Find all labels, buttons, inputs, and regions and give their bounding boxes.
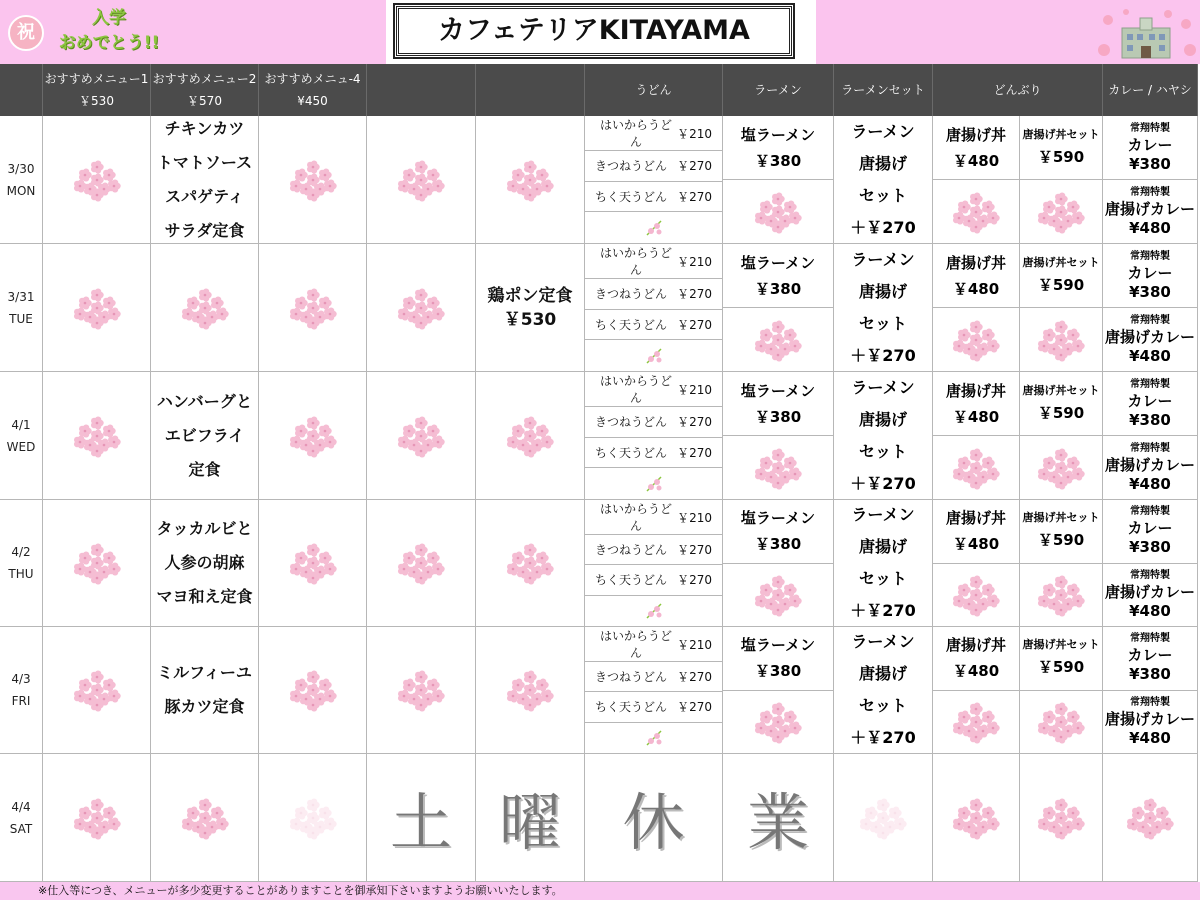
greeting-line-2: おめでとう!!: [58, 33, 160, 53]
col-header-ramen-set: ラーメンセット: [834, 64, 933, 116]
sakura-icon: [178, 281, 232, 335]
sakura-icon: [70, 153, 124, 207]
udon-cell: はいからうどん ￥210 きつねうどん ￥270 ちく天うどん ￥270: [585, 244, 723, 372]
sakura-sprig-icon: [643, 473, 665, 495]
sakura-icon: [1034, 791, 1088, 845]
school-building-icon: [1096, 6, 1196, 60]
don-cell: 唐揚げ丼 ￥480: [933, 500, 1020, 627]
sakura-icon: [503, 409, 557, 463]
sakura-icon: [286, 281, 340, 335]
ramen-cell: 塩ラーメン ￥380: [723, 372, 834, 500]
closed-char-3: 休: [585, 754, 723, 882]
sakura-icon: [70, 536, 124, 590]
sakura-icon: [1034, 185, 1088, 239]
sakura-cell: [367, 500, 476, 627]
day-cell: 4/3 FRI: [0, 627, 43, 754]
don-set-cell: 唐揚げ丼セット ￥590: [1020, 244, 1103, 372]
ramen-set-cell: ラーメン 唐揚げ セット ＋￥270: [834, 244, 933, 372]
col-header-recommend-4: おすすめメニュ-4 ¥450: [259, 64, 367, 116]
sakura-cell: [151, 244, 259, 372]
sakura-icon: [949, 185, 1003, 239]
sakura-cell: [43, 627, 151, 754]
sakura-icon: [503, 663, 557, 717]
don-set-cell: 唐揚げ丼セット ￥590: [1020, 116, 1103, 244]
sakura-cell: [259, 627, 367, 754]
sakura-icon: [394, 536, 448, 590]
curry-cell: 常翔特製 カレー ¥380 常翔特製 唐揚げカレー ¥480: [1103, 372, 1198, 500]
day-cell: 4/1 WED: [0, 372, 43, 500]
don-set-cell: 唐揚げ丼セット ￥590: [1020, 627, 1103, 754]
sakura-icon: [394, 663, 448, 717]
col-header-curry: カレー / ハヤシ: [1103, 64, 1198, 116]
sakura-cell: [43, 754, 151, 882]
udon-cell: はいからうどん ￥210 きつねうどん ￥270 ちく天うどん ￥270: [585, 116, 723, 244]
udon-cell: はいからうどん ￥210 きつねうどん ￥270 ちく天うどん ￥270: [585, 627, 723, 754]
sakura-icon: [503, 153, 557, 207]
sakura-icon: [394, 409, 448, 463]
closed-char-2: 曜: [476, 754, 585, 882]
ramen-cell: 塩ラーメン ￥380: [723, 500, 834, 627]
special-cell: 鶏ポン定食 ￥530: [476, 244, 585, 372]
title-area: [386, 0, 816, 64]
sakura-cell: [367, 372, 476, 500]
greeting-line-1: 入学: [92, 8, 126, 28]
sakura-cell: [43, 244, 151, 372]
sakura-icon: [286, 153, 340, 207]
don-set-cell: 唐揚げ丼セット ￥590: [1020, 500, 1103, 627]
menu2-cell: チキンカツ トマトソース スパゲティ サラダ定食: [151, 116, 259, 244]
curry-cell: 常翔特製 カレー ¥380 常翔特製 唐揚げカレー ¥480: [1103, 244, 1198, 372]
curry-cell: 常翔特製 カレー ¥380 常翔特製 唐揚げカレー ¥480: [1103, 500, 1198, 627]
greeting-text: [54, 6, 164, 56]
sakura-cell: [43, 372, 151, 500]
sakura-cell: [367, 244, 476, 372]
page-title: カフェテリアKITAYAMA: [396, 6, 792, 56]
ramen-cell: 塩ラーメン ￥380: [723, 627, 834, 754]
sakura-icon: [949, 441, 1003, 495]
sakura-icon: [949, 313, 1003, 367]
col-header-recommend-2: おすすめメニュー2 ￥570: [151, 64, 259, 116]
sakura-cell: [1020, 754, 1103, 882]
sakura-sprig-icon: [643, 345, 665, 367]
sakura-icon: [178, 791, 232, 845]
sakura-icon: [1034, 568, 1088, 622]
celebration-badge: 祝: [8, 15, 44, 51]
sakura-cell-faint: [259, 754, 367, 882]
curry-cell: 常翔特製 カレー ¥380 常翔特製 唐揚げカレー ¥480: [1103, 627, 1198, 754]
sakura-icon: [70, 791, 124, 845]
sakura-sprig-icon: [643, 727, 665, 749]
sakura-cell: [43, 116, 151, 244]
sakura-icon: [286, 409, 340, 463]
page-header: [0, 0, 1200, 64]
sakura-icon: [751, 313, 805, 367]
sakura-cell: [476, 500, 585, 627]
sakura-icon: [286, 791, 340, 845]
closed-char-4: 業: [723, 754, 834, 882]
sakura-cell: [1103, 754, 1198, 882]
sakura-icon: [394, 153, 448, 207]
don-cell: 唐揚げ丼 ￥480: [933, 244, 1020, 372]
sakura-icon: [1034, 695, 1088, 749]
sakura-cell: [259, 116, 367, 244]
sakura-icon: [286, 536, 340, 590]
sakura-icon: [949, 791, 1003, 845]
udon-cell: はいからうどん ￥210 きつねうどん ￥270 ちく天うどん ￥270: [585, 372, 723, 500]
don-cell: 唐揚げ丼 ￥480: [933, 116, 1020, 244]
corner-header: [0, 64, 43, 116]
don-cell: 唐揚げ丼 ￥480: [933, 627, 1020, 754]
col-header-blank-2: [476, 64, 585, 116]
sakura-icon: [856, 791, 910, 845]
day-cell: 3/31 TUE: [0, 244, 43, 372]
menu2-cell: ミルフィーユ 豚カツ定食: [151, 627, 259, 754]
sakura-icon: [751, 568, 805, 622]
sakura-icon: [1034, 441, 1088, 495]
curry-cell: 常翔特製 カレー ¥380 常翔特製 唐揚げカレー ¥480: [1103, 116, 1198, 244]
sakura-cell: [933, 754, 1020, 882]
don-cell: 唐揚げ丼 ￥480: [933, 372, 1020, 500]
sakura-cell-faint: [834, 754, 933, 882]
sakura-cell: [367, 116, 476, 244]
sakura-cell: [259, 372, 367, 500]
footer-note: ※仕入等につき、メニューが多少変更することがありますことを御承知下さいますようお願いいたします。: [0, 882, 1200, 900]
sakura-cell: [151, 754, 259, 882]
sakura-icon: [503, 536, 557, 590]
col-header-donburi: どんぶり: [933, 64, 1103, 116]
col-header-udon: うどん: [585, 64, 723, 116]
sakura-icon: [751, 185, 805, 239]
menu-table: [0, 64, 1200, 882]
closed-char-1: 土: [367, 754, 476, 882]
ramen-cell: 塩ラーメン ￥380: [723, 116, 834, 244]
day-cell: 3/30 MON: [0, 116, 43, 244]
sakura-cell: [476, 627, 585, 754]
sakura-cell: [367, 627, 476, 754]
sakura-icon: [70, 663, 124, 717]
sakura-icon: [70, 281, 124, 335]
menu2-cell: タッカルビと 人参の胡麻 マヨ和え定食: [151, 500, 259, 627]
sakura-icon: [394, 281, 448, 335]
sakura-cell: [476, 116, 585, 244]
ramen-set-cell: ラーメン 唐揚げ セット ＋￥270: [834, 116, 933, 244]
ramen-set-cell: ラーメン 唐揚げ セット ＋￥270: [834, 372, 933, 500]
sakura-icon: [751, 441, 805, 495]
don-set-cell: 唐揚げ丼セット ￥590: [1020, 372, 1103, 500]
sakura-icon: [286, 663, 340, 717]
col-header-recommend-1: おすすめメニュー1 ￥530: [43, 64, 151, 116]
sakura-icon: [1034, 313, 1088, 367]
menu2-cell: ハンバーグと エビフライ 定食: [151, 372, 259, 500]
sakura-icon: [949, 695, 1003, 749]
col-header-blank-1: [367, 64, 476, 116]
sakura-sprig-icon: [643, 217, 665, 239]
ramen-set-cell: ラーメン 唐揚げ セット ＋￥270: [834, 500, 933, 627]
sakura-cell: [476, 372, 585, 500]
col-header-ramen: ラーメン: [723, 64, 834, 116]
sakura-sprig-icon: [643, 600, 665, 622]
sakura-cell: [43, 500, 151, 627]
day-cell: 4/2 THU: [0, 500, 43, 627]
udon-cell: はいからうどん ￥210 きつねうどん ￥270 ちく天うどん ￥270: [585, 500, 723, 627]
sakura-cell: [259, 500, 367, 627]
ramen-set-cell: ラーメン 唐揚げ セット ＋￥270: [834, 627, 933, 754]
sakura-icon: [70, 409, 124, 463]
ramen-cell: 塩ラーメン ￥380: [723, 244, 834, 372]
sakura-icon: [1123, 791, 1177, 845]
sakura-icon: [751, 695, 805, 749]
sakura-icon: [949, 568, 1003, 622]
day-cell: 4/4 SAT: [0, 754, 43, 882]
sakura-cell: [259, 244, 367, 372]
